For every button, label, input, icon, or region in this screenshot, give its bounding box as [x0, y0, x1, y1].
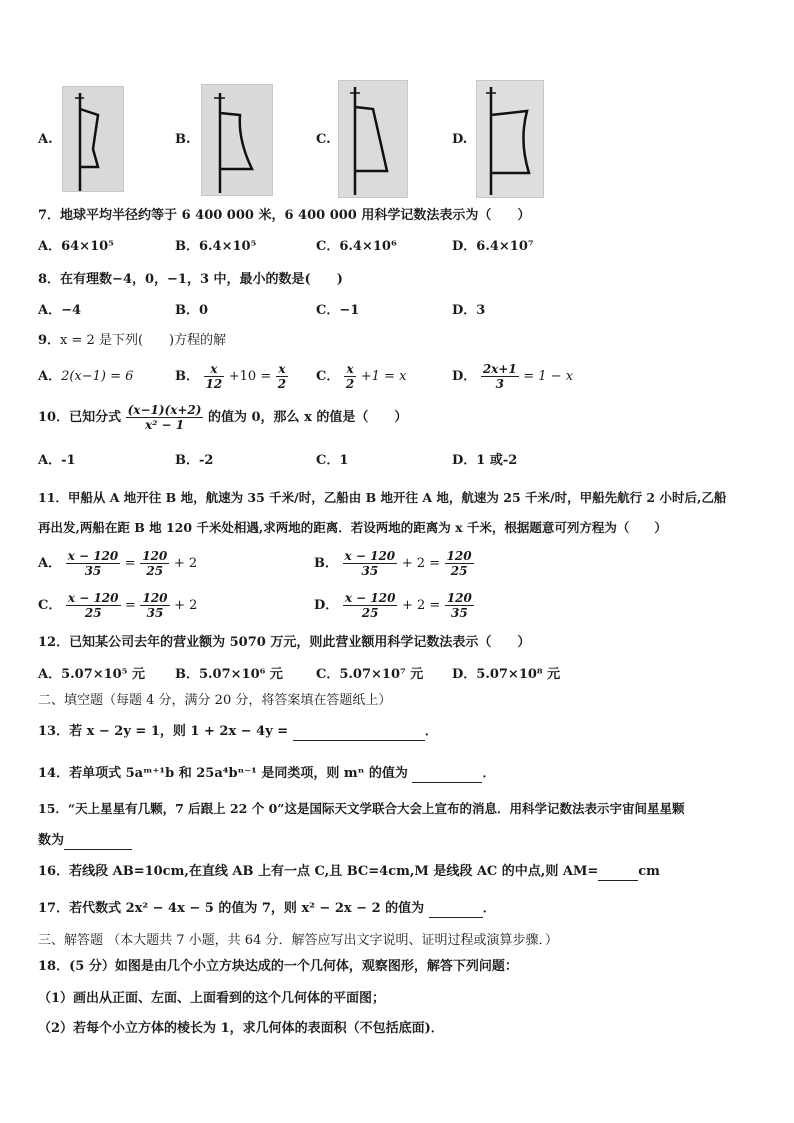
q10-denominator: x² − 1	[144, 418, 185, 432]
q9-d-num: 2x+1	[482, 362, 517, 376]
q9-option-c-label: C．	[316, 369, 340, 384]
q10-option-c: C．1	[316, 453, 349, 468]
question-15-line-1: 15．“天上星星有几颗，7 后跟上 22 个 0”这是国际天文学联合大会上宣布的消息．用科学记数法表示宇宙间星星颗	[38, 801, 685, 816]
flag-figure-b	[201, 84, 273, 196]
q11-a-mid: =	[124, 556, 136, 571]
flag-label-a: A.	[38, 132, 53, 147]
q9-d-den: 3	[495, 377, 504, 391]
q9-d-tail: = 1 − x	[523, 369, 574, 384]
flag-figure-d	[476, 80, 544, 198]
q11-b-mid: + 2 =	[401, 556, 441, 571]
q9-b-num1: x	[204, 362, 225, 377]
question-13	[38, 723, 438, 741]
q17-end: ．	[482, 901, 496, 916]
q11-d-num1: x − 120	[344, 591, 396, 605]
q9-stem: x = 2 是下列( )方程的解	[60, 333, 227, 348]
q10-option-b: B．-2	[175, 453, 214, 468]
question-18-line-2: （1）画出从正面、左面、上面看到的这个几何体的平面图；	[38, 991, 386, 1006]
question-10-text	[38, 401, 407, 435]
q11-c-den2: 35	[146, 606, 164, 620]
q16-end: cm	[638, 864, 660, 879]
q9-option-c	[316, 360, 406, 394]
flag-label-b: B.	[175, 132, 191, 147]
q11-d-num2: 120	[446, 591, 472, 605]
question-14	[38, 765, 495, 783]
question-11-line-1: 11．甲船从 A 地开往 B 地，航速为 35 千米/时，乙船由 B 地开往 A 地，航速为 25 千米/时，甲船先航行 2 小时后,乙船	[38, 490, 727, 505]
q7-option-d: D．6.4×10⁷	[452, 239, 534, 254]
q9-option-d-label: D．	[452, 369, 477, 384]
q14-text: 14．若单项式 5aᵐ⁺¹b 和 25a⁴bⁿ⁻¹ 是同类项，则 mⁿ 的值为	[38, 766, 408, 781]
question-7-text: 7．地球平均半径约等于 6 400 000 米，6 400 000 用科学记数法表示为（ ）	[38, 208, 531, 223]
question-17	[38, 900, 496, 918]
q16-text: 16．若线段 AB=10cm,在直线 AB 上有一点 C,且 BC=4cm,M 是线段 AC 的中点,则 AM=	[38, 864, 599, 879]
q8-option-a: A．−4	[38, 303, 82, 318]
q11-c-label: C．	[38, 598, 62, 613]
q10-prefix: 10．已知分式	[38, 410, 122, 425]
q11-d-label: D．	[314, 598, 339, 613]
q14-end: ．	[482, 766, 496, 781]
q9-option-b	[175, 360, 288, 394]
q7-option-a: A．64×10⁵	[38, 239, 114, 254]
q9-option-a	[38, 368, 133, 386]
question-18-line-3: （2）若每个小立方体的棱长为 1，求几何体的表面积（不包括底面)．	[38, 1021, 444, 1036]
q8-option-d: D．3	[452, 303, 486, 318]
flag-figure-c	[338, 80, 408, 198]
q11-b-den2: 25	[450, 564, 468, 578]
q9-c-tail: +1 = x	[360, 369, 407, 384]
q11-d-mid: + 2 =	[401, 598, 441, 613]
q11-c-den1: 25	[84, 606, 102, 620]
q9-b-den2: 2	[277, 377, 287, 391]
q11-b-num1: x − 120	[344, 549, 396, 563]
q15-text: 数为	[38, 833, 65, 848]
q17-answer-blank	[429, 903, 483, 918]
question-18-line-1: 18．(5 分）如图是由几个小立方块达成的一个几何体，观察图形，解答下列问题：	[38, 959, 518, 974]
q13-answer-blank	[293, 726, 425, 741]
q11-d-den1: 25	[361, 606, 379, 620]
question-12-text: 12．已知某公司去年的营业额为 5070 万元，则此营业额用科学记数法表示（ ）	[38, 635, 531, 650]
question-8-text: 8．在有理数−4，0，−1，3 中，最小的数是( )	[38, 272, 343, 287]
q12-option-d: D．5.07×10⁸ 元	[452, 667, 561, 682]
q11-d-den2: 35	[451, 606, 468, 620]
q9-b-mid: +10 =	[228, 369, 272, 384]
q13-end: ．	[424, 724, 438, 739]
q8-option-b: B．0	[175, 303, 209, 318]
q9-number: 9．	[38, 333, 61, 348]
q7-option-c: C．6.4×10⁶	[316, 239, 397, 254]
q17-text: 17．若代数式 2x² − 4x − 5 的值为 7，则 x² − 2x − 2 的值为	[38, 901, 425, 916]
q11-a-num2: 120	[142, 549, 168, 563]
q11-option-c	[38, 588, 197, 624]
section-2-heading: 二、填空题（每题 4 分，满分 20 分，将答案填在答题纸上）	[38, 693, 392, 708]
q9-b-den1: 12	[205, 377, 223, 391]
q11-option-d	[314, 588, 474, 624]
q11-option-b	[314, 546, 474, 582]
question-11-line-2: 再出发,两船在距 B 地 120 千米处相遇,求两地的距离．若设两地的距离为 x 千米，根据题意可列方程为（ ）	[38, 520, 667, 535]
q9-option-a-expr: 2(x−1) = 6	[61, 369, 134, 384]
q12-option-c: C．5.07×10⁷ 元	[316, 667, 424, 682]
q11-c-mid: =	[125, 598, 136, 613]
question-9-text	[38, 332, 226, 350]
q8-option-c: C．−1	[316, 303, 360, 318]
q12-option-b: B．5.07×10⁶ 元	[175, 667, 283, 682]
q10-option-d: D．1 或-2	[452, 453, 518, 468]
section-3-heading: 三、解答题 （本大题共 7 小题，共 64 分．解答应写出文字说明、证明过程或演算步骤．）	[38, 933, 558, 948]
q11-a-den2: 25	[146, 564, 164, 578]
q7-option-b: B．6.4×10⁵	[175, 239, 257, 254]
q9-c-den: 2	[345, 377, 355, 391]
q9-option-a-label: A．	[38, 369, 62, 384]
q11-a-num1: x − 120	[67, 549, 119, 563]
q11-a-tail: + 2	[173, 556, 198, 571]
flag-label-c: C.	[316, 132, 331, 147]
q11-option-a	[38, 546, 197, 582]
q9-c-num: x	[344, 362, 356, 377]
q11-b-num2: 120	[446, 549, 472, 563]
question-16	[38, 863, 660, 881]
q13-text: 13．若 x − 2y = 1，则 1 + 2x − 4y =	[38, 724, 289, 739]
q15-answer-blank	[64, 835, 132, 850]
q11-c-tail: + 2	[174, 598, 198, 613]
q11-a-label: A．	[38, 556, 62, 571]
q14-answer-blank	[412, 768, 482, 783]
flag-label-d: D.	[452, 132, 468, 147]
q11-c-num1: x − 120	[67, 591, 119, 605]
q16-answer-blank	[598, 866, 638, 881]
q10-numerator: (x−1)(x+2)	[127, 403, 202, 417]
flag-figure-a	[62, 86, 124, 192]
q11-a-den1: 35	[84, 564, 102, 578]
q9-b-num2: x	[276, 362, 288, 377]
q10-suffix: 的值为 0，那么 x 的值是（ ）	[207, 410, 408, 425]
q12-option-a: A．5.07×10⁵ 元	[38, 667, 145, 682]
q11-b-label: B．	[314, 556, 338, 571]
q11-b-den1: 35	[361, 564, 379, 578]
q10-option-a: A．-1	[38, 453, 76, 468]
q9-option-d	[452, 360, 573, 394]
q9-option-b-label: B．	[175, 369, 199, 384]
q11-c-num2: 120	[142, 591, 168, 605]
question-15-line-2	[38, 832, 132, 850]
